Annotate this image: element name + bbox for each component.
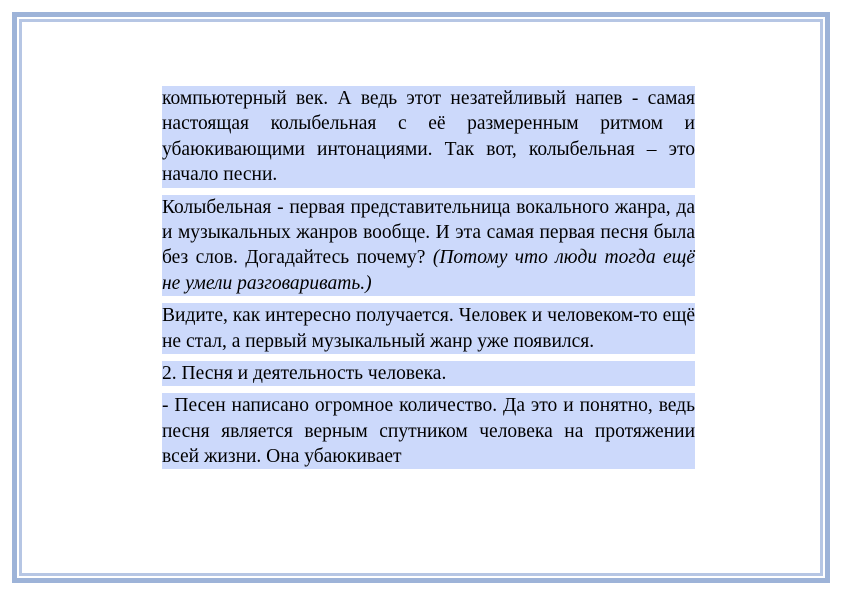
section-heading (162, 361, 695, 386)
paragraph-first-song (162, 195, 695, 297)
paragraph-songs-companion (162, 393, 695, 469)
paragraph-text: - Песен написано огромное количество. Да это и понятно, ведь песня является верным спутником человека на протяжении всей жизни. Она убаюкивает (162, 395, 695, 468)
paragraph-text: Видите, как интересно получается. Человек и человеком-то ещё не стал, а первый музыкальный жанр уже появился. (162, 305, 695, 352)
paragraph-italic-answer: (Потому что люди тогда ещё не умели разговаривать.) (162, 247, 695, 294)
paragraph-first-genre (162, 303, 695, 354)
paragraph-text: 2. Песня и деятельность человека. (162, 363, 447, 385)
paragraph-lullaby-intro (162, 86, 695, 188)
paragraph-text: компьютерный век. А ведь этот незатейливый напев - самая настоящая колыбельная с её размеренным ритмом и убаюкивающими интонациями. Так вот, колыбельная – это начало песни. (162, 88, 695, 186)
paragraph-text: Колыбельная - первая представительница вокального жанра, да и музыкальных жанров вообще. И эта самая первая песня была без слов. Догадайтесь почему? (162, 196, 695, 269)
text-block (162, 86, 695, 469)
